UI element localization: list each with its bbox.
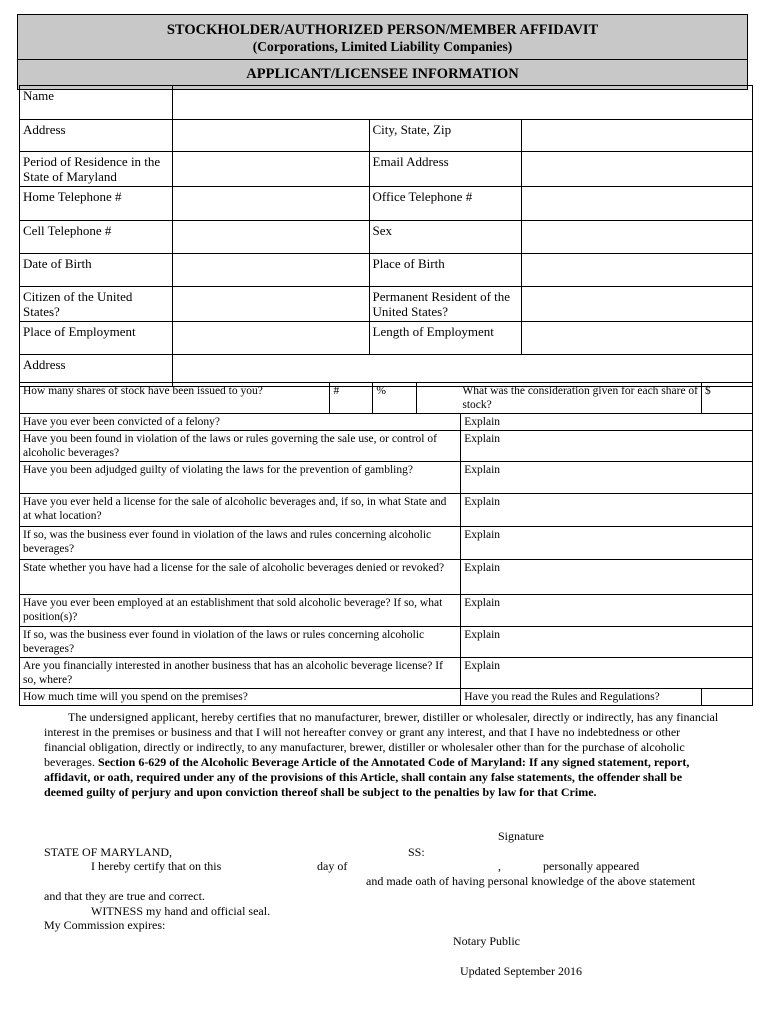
place-employment-label: Place of Employment <box>20 322 173 355</box>
updated-date: Updated September 2016 <box>460 964 582 978</box>
length-employment-label: Length of Employment <box>369 322 522 355</box>
citizen-field[interactable] <box>172 287 369 322</box>
explain-felony[interactable]: Explain <box>461 414 753 431</box>
place-employment-field[interactable] <box>172 322 369 355</box>
ss-label: SS: <box>408 845 425 859</box>
sex-label: Sex <box>369 221 522 254</box>
email-field[interactable] <box>522 152 753 187</box>
shares-label: How many shares of stock have been issued to you? <box>20 383 330 414</box>
notary-public-label: Notary Public <box>453 934 520 948</box>
explain-employer-violation[interactable]: Explain <box>461 627 753 658</box>
question-employer-violation: If so, was the business ever found in violation of the laws or rules concerning alcoholic beverages? <box>20 627 461 658</box>
question-time-premises: How much time will you spend on the premises? <box>20 689 461 706</box>
explain-gambling[interactable]: Explain <box>461 462 753 494</box>
question-gambling: Have you been adjudged guilty of violating the laws for the prevention of gambling? <box>20 462 461 494</box>
question-felony: Have you ever been convicted of a felony? <box>20 414 461 431</box>
name-label: Name <box>20 86 173 120</box>
cell-phone-label: Cell Telephone # <box>20 221 173 254</box>
read-rules-field[interactable] <box>702 689 753 706</box>
question-employed-establishment: Have you ever been employed at an establishment that sold alcoholic beverage? If so, what position(s)? <box>20 595 461 627</box>
explain-business-violation[interactable]: Explain <box>461 527 753 560</box>
commission-text: My Commission expires: <box>44 918 166 932</box>
city-state-zip-label: City, State, Zip <box>369 120 522 152</box>
employer-address-label: Address <box>20 355 173 387</box>
witness-text: WITNESS my hand and official seal. <box>91 904 271 918</box>
period-residence-field[interactable] <box>172 152 369 187</box>
name-field[interactable] <box>172 86 752 120</box>
length-employment-field[interactable] <box>522 322 753 355</box>
form-title-box <box>17 14 748 60</box>
appeared-text: personally appeared <box>543 859 640 873</box>
section-title: APPLICANT/LICENSEE INFORMATION <box>17 59 748 90</box>
cell-phone-field[interactable] <box>172 221 369 254</box>
certify-text: I hereby certify that on this <box>91 859 222 873</box>
email-label: Email Address <box>369 152 522 187</box>
explain-employed-establishment[interactable]: Explain <box>461 595 753 627</box>
shares-percent-field[interactable]: % <box>373 383 417 414</box>
dob-label: Date of Birth <box>20 254 173 287</box>
shares-count-field[interactable]: # <box>330 383 373 414</box>
question-held-license: Have you ever held a license for the sale of alcoholic beverages and, if so, in what State and at what location? <box>20 494 461 527</box>
explain-violation-laws[interactable]: Explain <box>461 431 753 462</box>
questions-table <box>19 382 753 706</box>
city-state-zip-field[interactable] <box>522 120 753 152</box>
oath-text: and made oath of having personal knowledge of the above statement <box>366 874 696 888</box>
citizen-label: Citizen of the United States? <box>20 287 173 322</box>
certification-warning: Section 6-629 of the Alcoholic Beverage Article of the Annotated Code of Maryland: If any signed statement, report, affidavit, or oath, required under any of the provisions of this Article, shall contain any false statements, the offender shall be deemed guilty of perjury and upon conviction thereof shall be subject to the penalties by law for that Crime. <box>44 755 690 799</box>
question-violation-laws: Have you been found in violation of the laws or rules governing the sale use, or control of alcoholic beverages? <box>20 431 461 462</box>
period-residence-label: Period of Residence in the State of Maryland <box>20 152 173 187</box>
explain-financial-interest[interactable]: Explain <box>461 658 753 689</box>
sex-field[interactable] <box>522 221 753 254</box>
consideration-label: What was the consideration given for each share of stock? <box>417 383 702 414</box>
state-label: STATE OF MARYLAND, <box>44 845 173 859</box>
form-subtitle: (Corporations, Limited Liability Companies) <box>252 39 513 54</box>
home-phone-label: Home Telephone # <box>20 187 173 221</box>
office-phone-label: Office Telephone # <box>369 187 522 221</box>
explain-held-license[interactable]: Explain <box>461 494 753 527</box>
comma-text: , <box>498 859 501 873</box>
certification-text: The undersigned applicant, hereby certifies that no manufacturer, brewer, distiller or wholesaler, directly or indirectly, has any financial interest in the premises or business and that I will not hereafter convey or grant any interest, and that I have no indebtedness or other financial obligation, directly or indirectly, to any manufacturer, brewer, distiller or wholesaler other than for the purchase of alcoholic beverages. <box>44 710 719 769</box>
question-license-denied: State whether you have had a license for the sale of alcoholic beverages denied or revoked? <box>20 560 461 595</box>
home-phone-field[interactable] <box>172 187 369 221</box>
address-field[interactable] <box>172 120 369 152</box>
applicant-info-table <box>19 85 753 387</box>
day-of-label: day of <box>317 859 348 873</box>
pob-label: Place of Birth <box>369 254 522 287</box>
perm-resident-label: Permanent Resident of the United States? <box>369 287 522 322</box>
form-title: STOCKHOLDER/AUTHORIZED PERSON/MEMBER AFFIDAVIT <box>166 22 599 38</box>
explain-license-denied[interactable]: Explain <box>461 560 753 595</box>
address-label: Address <box>20 120 173 152</box>
true-correct-text: and that they are true and correct. <box>44 889 205 903</box>
dob-field[interactable] <box>172 254 369 287</box>
question-business-violation: If so, was the business ever found in violation of the laws and rules concerning alcoholic beverages? <box>20 527 461 560</box>
signature-label: Signature <box>498 829 544 843</box>
perm-resident-field[interactable] <box>522 287 753 322</box>
consideration-field[interactable]: $ <box>702 383 753 414</box>
question-read-rules: Have you read the Rules and Regulations? <box>461 689 702 706</box>
pob-field[interactable] <box>522 254 753 287</box>
office-phone-field[interactable] <box>522 187 753 221</box>
question-financial-interest: Are you financially interested in another business that has an alcoholic beverage license? If so, where? <box>20 658 461 689</box>
certification-paragraph <box>44 710 724 800</box>
